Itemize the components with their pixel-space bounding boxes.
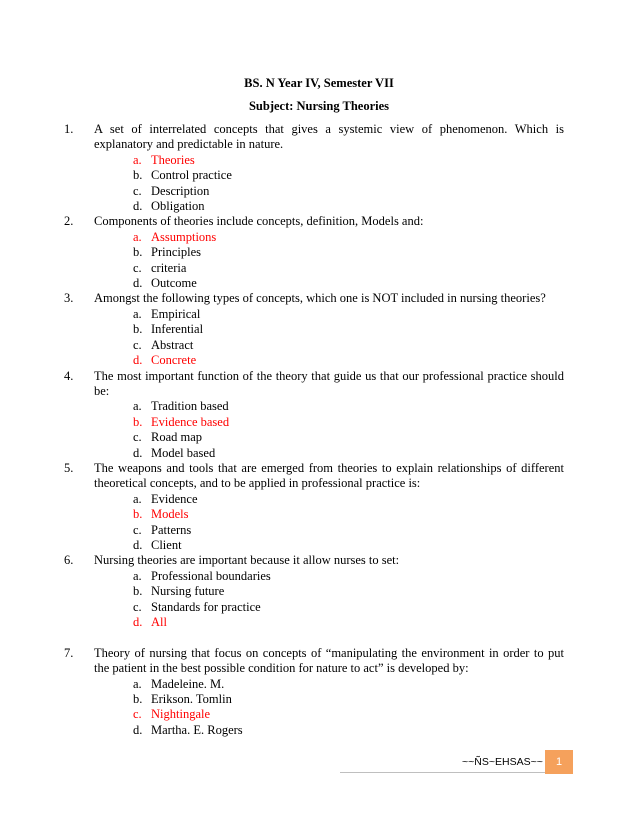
option-letter: c. xyxy=(133,337,142,352)
option-letter: d. xyxy=(133,199,143,214)
blank-line xyxy=(64,630,564,645)
question-5 xyxy=(64,461,564,553)
question-number: 6. xyxy=(64,553,74,568)
option-text: Models xyxy=(151,507,189,522)
option-text: Description xyxy=(151,183,210,198)
option-d xyxy=(64,615,564,630)
option-letter: b. xyxy=(133,692,143,707)
option-letter: a. xyxy=(133,306,142,321)
option-text: Client xyxy=(151,537,182,552)
option-text: Nursing future xyxy=(151,584,225,599)
option-c xyxy=(64,600,564,615)
option-text: Standards for practice xyxy=(151,599,261,614)
option-c xyxy=(64,261,564,276)
option-letter: b. xyxy=(133,168,143,183)
option-letter: c. xyxy=(133,599,142,614)
option-text: Nightingale xyxy=(151,707,211,722)
option-letter: c. xyxy=(133,260,142,275)
option-letter: b. xyxy=(133,507,143,522)
option-letter: b. xyxy=(133,584,143,599)
question-7 xyxy=(64,646,564,738)
question-text: The most important function of the theory that guide us that our professional practice should be: xyxy=(94,368,564,398)
option-text: Evidence based xyxy=(151,414,230,429)
option-text: Obligation xyxy=(151,199,205,214)
question-number: 7. xyxy=(64,645,74,660)
question-text: Theory of nursing that focus on concepts of “manipulating the environment in order to put the patient in the best possible condition for nature to act” is developed by: xyxy=(94,645,564,676)
option-letter: c. xyxy=(133,522,142,537)
option-text: Tradition based xyxy=(151,399,229,414)
option-b xyxy=(64,692,564,707)
option-b xyxy=(64,168,564,183)
option-letter: c. xyxy=(133,430,142,445)
document-title: BS. N Year IV, Semester VII xyxy=(244,76,394,90)
option-a xyxy=(64,153,564,168)
option-d xyxy=(64,353,564,368)
option-a xyxy=(64,492,564,507)
option-letter: a. xyxy=(133,152,142,167)
option-text: Madeleine. M. xyxy=(151,676,225,691)
option-text: criteria xyxy=(151,260,187,275)
question-2 xyxy=(64,214,564,291)
option-letter: b. xyxy=(133,322,143,337)
option-text: Outcome xyxy=(151,276,197,291)
option-text: Inferential xyxy=(151,322,204,337)
question-1 xyxy=(64,122,564,214)
option-text: Model based xyxy=(151,445,216,460)
option-text: Professional boundaries xyxy=(151,568,271,583)
question-4 xyxy=(64,369,564,461)
page-number-badge: 1 xyxy=(545,750,573,774)
option-d xyxy=(64,446,564,461)
question-3 xyxy=(64,291,564,368)
option-letter: d. xyxy=(133,276,143,291)
question-text: Amongst the following types of concepts, which one is NOT included in nursing theories? xyxy=(94,291,546,306)
option-list xyxy=(64,153,564,215)
option-c xyxy=(64,184,564,199)
option-b xyxy=(64,245,564,260)
option-letter: a. xyxy=(133,399,142,414)
option-list xyxy=(64,307,564,369)
option-a xyxy=(64,230,564,245)
option-list xyxy=(64,569,564,631)
option-letter: d. xyxy=(133,722,143,737)
option-a xyxy=(64,399,564,414)
question-text: A set of interrelated concepts that gives a systemic view of phenomenon. Which is explanatory and predictable in nature. xyxy=(94,122,564,152)
question-text: The weapons and tools that are emerged from theories to explain relationships of different theoretical concepts, and to be applied in professional practice is: xyxy=(94,460,564,491)
question-6 xyxy=(64,553,564,630)
option-b xyxy=(64,415,564,430)
option-letter: a. xyxy=(133,229,142,244)
option-a xyxy=(64,677,564,692)
question-list xyxy=(64,122,564,738)
option-text: All xyxy=(151,615,167,629)
option-letter: b. xyxy=(133,245,143,260)
option-c xyxy=(64,523,564,538)
option-b xyxy=(64,507,564,522)
question-number: 1. xyxy=(64,122,74,136)
option-d xyxy=(64,276,564,291)
footer-signature: ~~ÑS~EHSAS~~ xyxy=(462,756,543,768)
option-b xyxy=(64,584,564,599)
option-letter: d. xyxy=(133,445,143,460)
option-text: Erikson. Tomlin xyxy=(151,692,232,707)
option-text: Martha. E. Rogers xyxy=(151,722,243,737)
option-list xyxy=(64,399,564,461)
option-text: Control practice xyxy=(151,168,232,183)
option-letter: c. xyxy=(133,183,142,198)
option-c xyxy=(64,707,564,722)
option-letter: c. xyxy=(133,707,142,722)
option-letter: d. xyxy=(133,537,143,552)
option-a xyxy=(64,307,564,322)
option-text: Theories xyxy=(151,152,195,167)
option-text: Evidence xyxy=(151,491,198,506)
option-letter: a. xyxy=(133,676,142,691)
option-text: Road map xyxy=(151,430,203,445)
document-subject: Subject: Nursing Theories xyxy=(248,99,390,113)
option-letter: d. xyxy=(133,353,143,368)
question-text: Components of theories include concepts, definition, Models and: xyxy=(94,214,424,229)
option-b xyxy=(64,322,564,337)
footer-divider xyxy=(340,772,546,773)
option-text: Patterns xyxy=(151,522,192,537)
option-list xyxy=(64,492,564,554)
option-letter: a. xyxy=(133,568,142,583)
question-number: 5. xyxy=(64,460,74,475)
option-c xyxy=(64,338,564,353)
option-c xyxy=(64,430,564,445)
option-text: Abstract xyxy=(151,337,194,352)
option-text: Empirical xyxy=(151,306,201,321)
option-letter: a. xyxy=(133,491,142,506)
option-text: Assumptions xyxy=(151,229,217,244)
option-d xyxy=(64,199,564,214)
option-d xyxy=(64,538,564,553)
question-number: 3. xyxy=(64,291,74,306)
option-d xyxy=(64,723,564,738)
question-number: 2. xyxy=(64,214,74,229)
option-letter: d. xyxy=(133,615,143,629)
option-list xyxy=(64,230,564,292)
question-number: 4. xyxy=(64,368,74,383)
question-text: Nursing theories are important because it allow nurses to set: xyxy=(94,553,400,568)
option-list xyxy=(64,677,564,739)
option-text: Principles xyxy=(151,245,201,260)
option-a xyxy=(64,569,564,584)
option-text: Concrete xyxy=(151,353,197,368)
option-letter: b. xyxy=(133,414,143,429)
